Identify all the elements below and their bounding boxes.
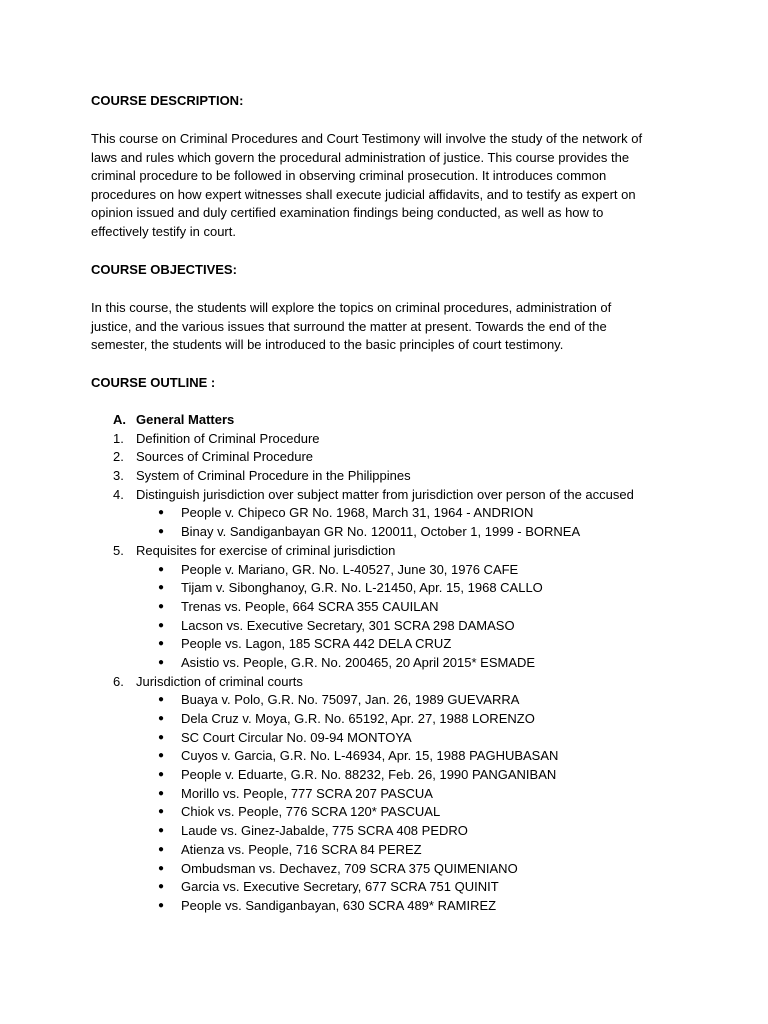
case-citation: People v. Chipeco GR No. 1968, March 31, 1964 - ANDRION xyxy=(181,505,534,521)
case-list-item xyxy=(0,878,768,897)
paragraph-line: effectively testify in court. xyxy=(91,223,236,239)
course-objectives-heading: COURSE OBJECTIVES: xyxy=(91,262,237,277)
case-list-item xyxy=(0,803,768,822)
case-list-item xyxy=(0,579,768,598)
outline-item xyxy=(0,448,768,467)
bullet-icon: ● xyxy=(158,843,165,855)
paragraph-line: opinion issued and duly certified examination findings being conducted, as well as how to xyxy=(91,205,604,221)
outline-item-number: 4. xyxy=(113,486,124,502)
outline-section-header xyxy=(0,411,768,430)
outline-item xyxy=(0,542,768,561)
case-list-item xyxy=(0,523,768,542)
case-citation: People v. Mariano, GR. No. L-40527, June 30, 1976 CAFE xyxy=(181,561,519,577)
bullet-icon: ● xyxy=(158,787,165,799)
bullet-icon: ● xyxy=(158,638,165,650)
outline-item xyxy=(0,486,768,505)
case-citation: Dela Cruz v. Moya, G.R. No. 65192, Apr. 27, 1988 LORENZO xyxy=(181,711,535,726)
paragraph-line: This course on Criminal Procedures and Court Testimony will involve the study of the network of xyxy=(91,131,643,146)
section-marker: A. xyxy=(113,412,126,427)
case-list-item xyxy=(0,766,768,785)
case-citation: People vs. Sandiganbayan, 630 SCRA 489* RAMIREZ xyxy=(181,897,497,913)
case-citation: Binay v. Sandiganbayan GR No. 120011, October 1, 1999 - BORNEA xyxy=(181,524,581,540)
outline-item xyxy=(0,467,768,486)
case-citation: Tijam v. Sibonghanoy, G.R. No. L-21450, Apr. 15, 1968 CALLO xyxy=(181,580,543,596)
case-list-item xyxy=(0,598,768,617)
case-list-item xyxy=(0,729,768,748)
bullet-icon: ● xyxy=(158,656,165,668)
outline-item-text: Distinguish jurisdiction over subject matter from jurisdiction over person of the accused xyxy=(136,486,634,502)
paragraph-line: criminal procedure to be followed in observing criminal prosecution. It introduces common xyxy=(91,168,607,184)
case-citation: Laude vs. Ginez-Jabalde, 775 SCRA 408 PEDRO xyxy=(181,823,468,839)
case-list-item xyxy=(0,504,768,523)
case-list-item xyxy=(0,617,768,636)
outline-item-text: Requisites for exercise of criminal jurisdiction xyxy=(136,542,396,558)
case-citation: Cuyos v. Garcia, G.R. No. L-46934, Apr. 15, 1988 PAGHUBASAN xyxy=(181,748,559,764)
bullet-icon: ● xyxy=(158,600,165,612)
case-citation: Garcia vs. Executive Secretary, 677 SCRA 751 QUINIT xyxy=(181,879,499,895)
section-title: General Matters xyxy=(136,412,235,427)
paragraph-line: laws and rules which govern the procedural administration of justice. This course provides the xyxy=(91,149,630,165)
outline-item xyxy=(0,430,768,449)
bullet-icon: ● xyxy=(158,563,165,575)
course-description-paragraph xyxy=(91,130,691,242)
bullet-icon: ● xyxy=(158,825,165,837)
outline-item-text: System of Criminal Procedure in the Philippines xyxy=(136,468,411,484)
case-list-item xyxy=(0,710,768,729)
course-outline-list xyxy=(0,411,768,916)
course-description-heading: COURSE DESCRIPTION: xyxy=(91,93,244,108)
bullet-icon: ● xyxy=(158,526,165,538)
case-list-item xyxy=(0,860,768,879)
course-objectives-paragraph xyxy=(91,299,691,355)
bullet-icon: ● xyxy=(158,899,165,911)
case-list-item xyxy=(0,747,768,766)
case-list-item xyxy=(0,654,768,673)
case-citation: Ombudsman vs. Dechavez, 709 SCRA 375 QUIMENIANO xyxy=(181,860,518,876)
outline-item-number: 1. xyxy=(113,430,124,446)
bullet-icon: ● xyxy=(158,769,165,781)
case-list-item xyxy=(0,691,768,710)
case-citation: Buaya v. Polo, G.R. No. 75097, Jan. 26, 1989 GUEVARRA xyxy=(181,692,520,708)
outline-item-number: 5. xyxy=(113,542,124,558)
case-citation: Asistio vs. People, G.R. No. 200465, 20 April 2015* ESMADE xyxy=(181,654,536,670)
bullet-icon: ● xyxy=(158,731,165,743)
case-citation: SC Court Circular No. 09-94 MONTOYA xyxy=(181,729,412,745)
bullet-icon: ● xyxy=(158,694,165,706)
outline-item-text: Sources of Criminal Procedure xyxy=(136,449,314,465)
case-list-item xyxy=(0,561,768,580)
case-citation: People vs. Lagon, 185 SCRA 442 DELA CRUZ xyxy=(181,636,452,652)
case-list-item xyxy=(0,785,768,804)
paragraph-line: procedures on how expert witnesses shall execute judicial affidavits, and to testify as expert on xyxy=(91,186,636,202)
outline-item xyxy=(0,673,768,692)
case-list-item xyxy=(0,897,768,916)
case-citation: Lacson vs. Executive Secretary, 301 SCRA 298 DAMASO xyxy=(181,617,515,633)
case-citation: People v. Eduarte, G.R. No. 88232, Feb. 26, 1990 PANGANIBAN xyxy=(181,767,557,783)
paragraph-line: justice, and the various issues that surround the matter at present. Towards the end of the xyxy=(91,318,607,334)
outline-item-number: 6. xyxy=(113,673,124,689)
bullet-icon: ● xyxy=(158,881,165,893)
outline-item-number: 3. xyxy=(113,468,124,484)
case-citation: Trenas vs. People, 664 SCRA 355 CAUILAN xyxy=(181,598,439,614)
outline-item-number: 2. xyxy=(113,449,124,465)
bullet-icon: ● xyxy=(158,713,165,724)
bullet-icon: ● xyxy=(158,750,165,762)
case-list-item xyxy=(0,635,768,654)
bullet-icon: ● xyxy=(158,507,165,519)
case-list-item xyxy=(0,822,768,841)
case-citation: Atienza vs. People, 716 SCRA 84 PEREZ xyxy=(181,841,422,857)
outline-item-text: Jurisdiction of criminal courts xyxy=(136,673,303,689)
outline-item-text: Definition of Criminal Procedure xyxy=(136,430,320,446)
paragraph-line: semester, the students will be introduced to the basic principles of court testimony. xyxy=(91,337,564,353)
paragraph-line: In this course, the students will explore the topics on criminal procedures, administration of xyxy=(91,300,612,315)
bullet-icon: ● xyxy=(158,862,165,874)
bullet-icon: ● xyxy=(158,619,165,631)
bullet-icon: ● xyxy=(158,806,165,818)
bullet-icon: ● xyxy=(158,582,165,594)
case-citation: Morillo vs. People, 777 SCRA 207 PASCUA xyxy=(181,785,433,801)
case-list-item xyxy=(0,841,768,860)
course-outline-heading: COURSE OUTLINE : xyxy=(91,375,216,390)
case-citation: Chiok vs. People, 776 SCRA 120* PASCUAL xyxy=(181,804,441,820)
